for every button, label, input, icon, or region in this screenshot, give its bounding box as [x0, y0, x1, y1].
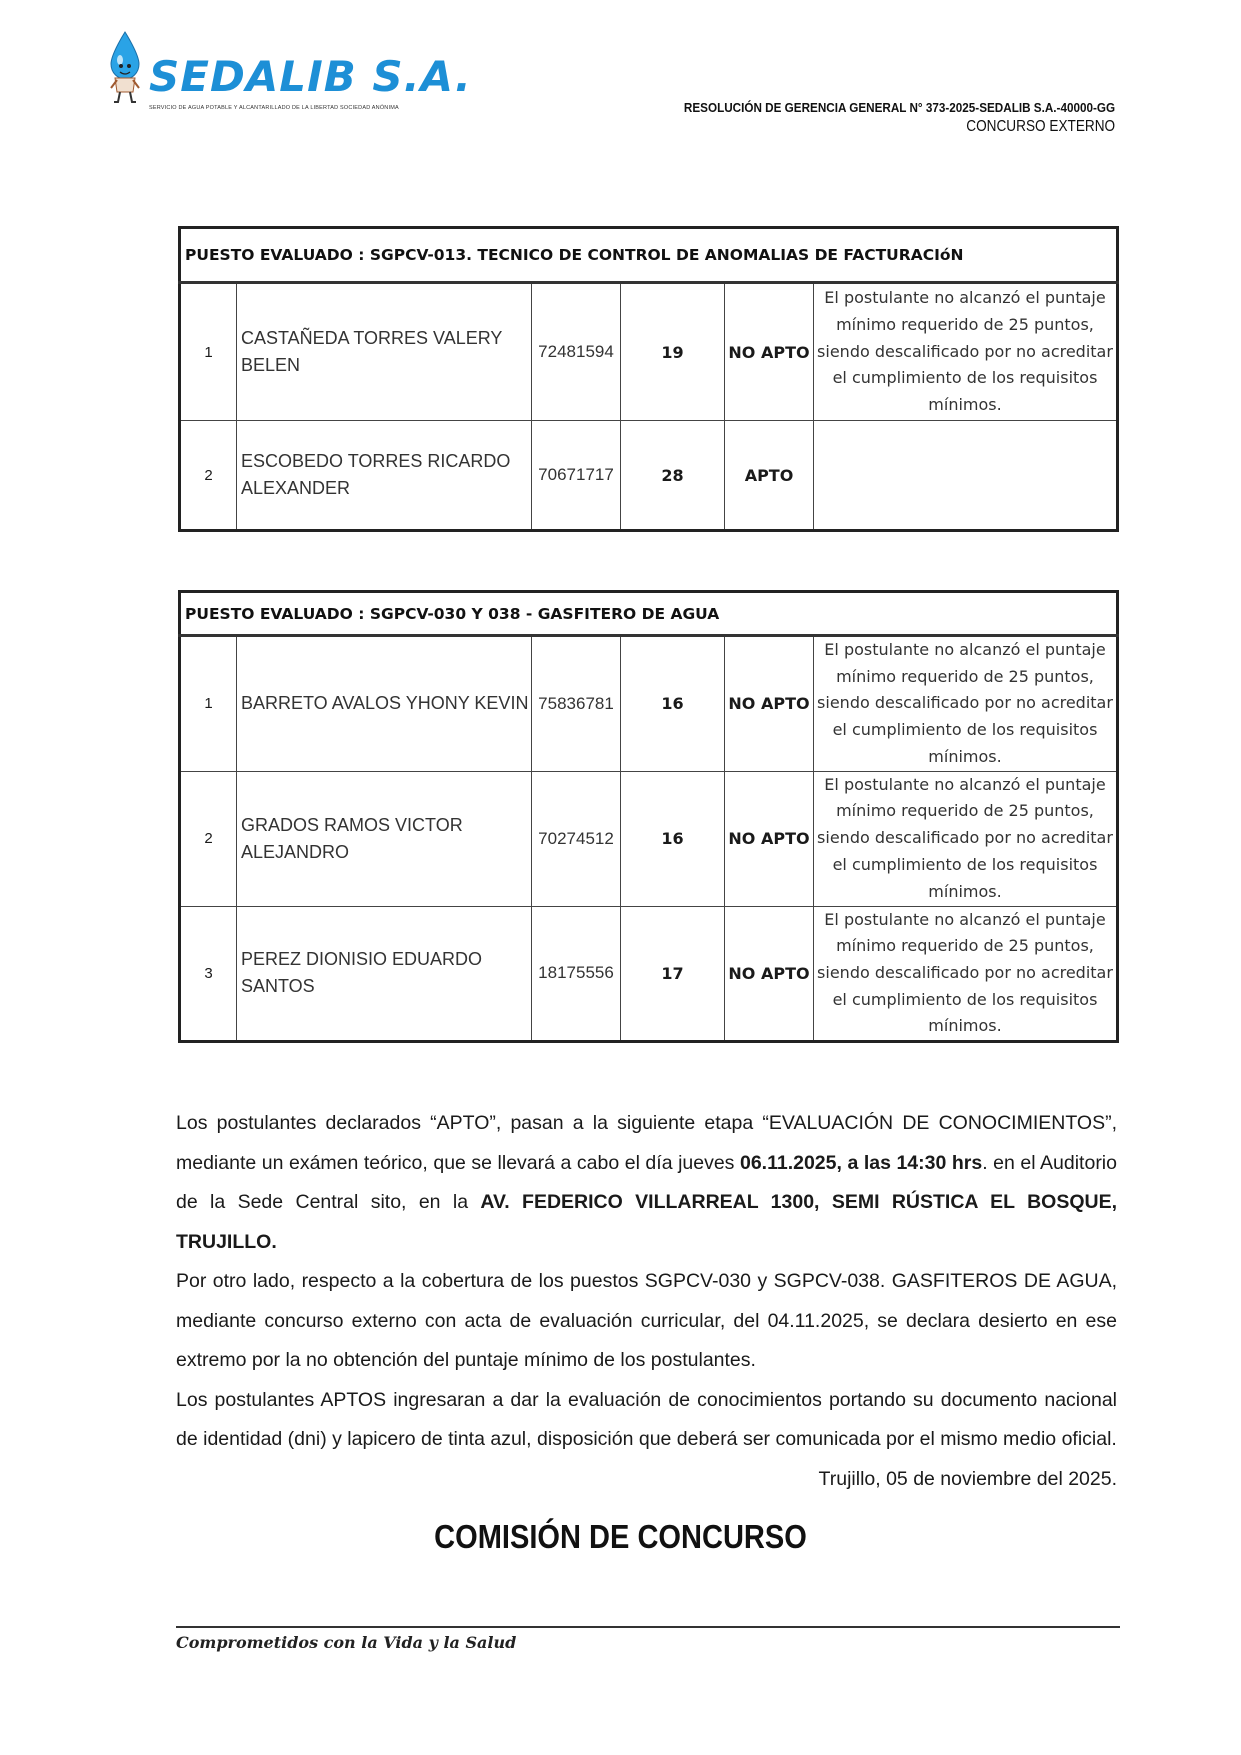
- signature-heading: COMISIÓN DE CONCURSO: [434, 1518, 807, 1555]
- document-subtitle: CONCURSO EXTERNO: [966, 118, 1115, 135]
- applicant-result: APTO: [725, 421, 814, 531]
- row-number: 1: [180, 636, 237, 772]
- applicant-score: 16: [621, 636, 725, 772]
- applicant-result: NO APTO: [725, 771, 814, 906]
- applicant-observation: El postulante no alcanzó el puntaje mínimo requerido de 25 puntos, siendo descalificado por no acreditar el cumplimiento de los requisitos mínimos.: [814, 636, 1118, 772]
- document-date: Trujillo, 05 de noviembre del 2025.: [818, 1467, 1117, 1490]
- row-number: 3: [180, 906, 237, 1042]
- applicant-observation: El postulante no alcanzó el puntaje mínimo requerido de 25 puntos, siendo descalificado por no acreditar el cumplimiento de los requisitos mínimos.: [814, 906, 1118, 1042]
- paragraph-desierto: Por otro lado, respecto a la cobertura de los puestos SGPCV-030 y SGPCV-038. GASFITEROS DE AGUA, mediante concurso externo con acta de evaluación curricular, del 04.11.2025, se declara desierto en ese extremo por la no obtención del puntaje mínimo de los postulantes.: [176, 1270, 1117, 1371]
- applicant-observation: [814, 421, 1118, 531]
- applicant-result: NO APTO: [725, 283, 814, 421]
- applicant-dni: 72481594: [532, 283, 621, 421]
- footer-slogan: Comprometidos con la Vida y la Salud: [176, 1633, 517, 1652]
- evaluation-table-1: [178, 226, 1119, 532]
- announcement-body: [176, 1104, 1117, 1499]
- applicant-name: ESCOBEDO TORRES RICARDO ALEXANDER: [237, 421, 532, 531]
- applicant-dni: 75836781: [532, 636, 621, 772]
- logo-tagline: SERVICIO DE AGUA POTABLE Y ALCANTARILLADO DE LA LIBERTAD SOCIEDAD ANÓNIMA: [149, 105, 399, 111]
- applicant-dni: 70671717: [532, 421, 621, 531]
- table-title: PUESTO EVALUADO : SGPCV-030 Y 038 - GASFITERO DE AGUA: [180, 592, 1118, 636]
- row-number: 2: [180, 421, 237, 531]
- paragraph-requirements: Los postulantes APTOS ingresaran a dar la evaluación de conocimientos portando su documento nacional de identidad (dni) y lapicero de tinta azul, disposición que deberá ser comunicada por el mismo medio oficial.: [176, 1388, 1117, 1450]
- table-row: [180, 421, 1118, 531]
- applicant-score: 19: [621, 283, 725, 421]
- footer-divider: [176, 1626, 1120, 1628]
- applicant-observation: El postulante no alcanzó el puntaje mínimo requerido de 25 puntos, siendo descalificado por no acreditar el cumplimiento de los requisitos mínimos.: [814, 771, 1118, 906]
- table-row: [180, 636, 1118, 772]
- table-title: PUESTO EVALUADO : SGPCV-013. TECNICO DE CONTROL DE ANOMALIAS DE FACTURACIóN: [180, 228, 1118, 283]
- row-number: 2: [180, 771, 237, 906]
- applicant-score: 16: [621, 771, 725, 906]
- row-number: 1: [180, 283, 237, 421]
- applicant-score: 17: [621, 906, 725, 1042]
- applicant-result: NO APTO: [725, 636, 814, 772]
- water-drop-mascot-icon: [105, 30, 153, 110]
- applicant-name: CASTAÑEDA TORRES VALERY BELEN: [237, 283, 532, 421]
- exam-address: AV. FEDERICO VILLARREAL 1300, SEMI RÚSTICA EL BOSQUE, TRUJILLO.: [176, 1191, 1118, 1253]
- exam-datetime: 06.11.2025, a las 14:30 hrs: [739, 1151, 983, 1174]
- applicant-dni: 18175556: [532, 906, 621, 1042]
- table-row: [180, 906, 1118, 1042]
- applicant-dni: 70274512: [532, 771, 621, 906]
- paragraph-apto: Los postulantes declarados “APTO”, pasan a la siguiente etapa “EVALUACIÓN DE CONOCIMIENTOS”, mediante un exámen teórico, que se llevará a cabo el día jueves 06.11.2025, a las 14:30 hrs. en el Auditorio de la Sede Central sito, en la AV. FEDERICO VILLARREAL 1300, SEMI RÚSTICA EL BOSQUE, TRUJILLO.: [176, 1112, 1118, 1253]
- sedalib-logo: [105, 30, 472, 115]
- applicant-result: NO APTO: [725, 906, 814, 1042]
- logo-wordmark: SEDALIB S.A.: [149, 52, 472, 101]
- applicant-score: 28: [621, 421, 725, 531]
- table-row: [180, 771, 1118, 906]
- applicant-name: GRADOS RAMOS VICTOR ALEJANDRO: [237, 771, 532, 906]
- applicant-observation: El postulante no alcanzó el puntaje mínimo requerido de 25 puntos, siendo descalificado por no acreditar el cumplimiento de los requisitos mínimos.: [814, 283, 1118, 421]
- evaluation-table-2: [178, 590, 1119, 1043]
- table-row: [180, 283, 1118, 421]
- resolution-number: RESOLUCIÓN DE GERENCIA GENERAL N° 373-2025-SEDALIB S.A.-40000-GG: [683, 100, 1115, 115]
- applicant-name: BARRETO AVALOS YHONY KEVIN: [237, 636, 532, 772]
- applicant-name: PEREZ DIONISIO EDUARDO SANTOS: [237, 906, 532, 1042]
